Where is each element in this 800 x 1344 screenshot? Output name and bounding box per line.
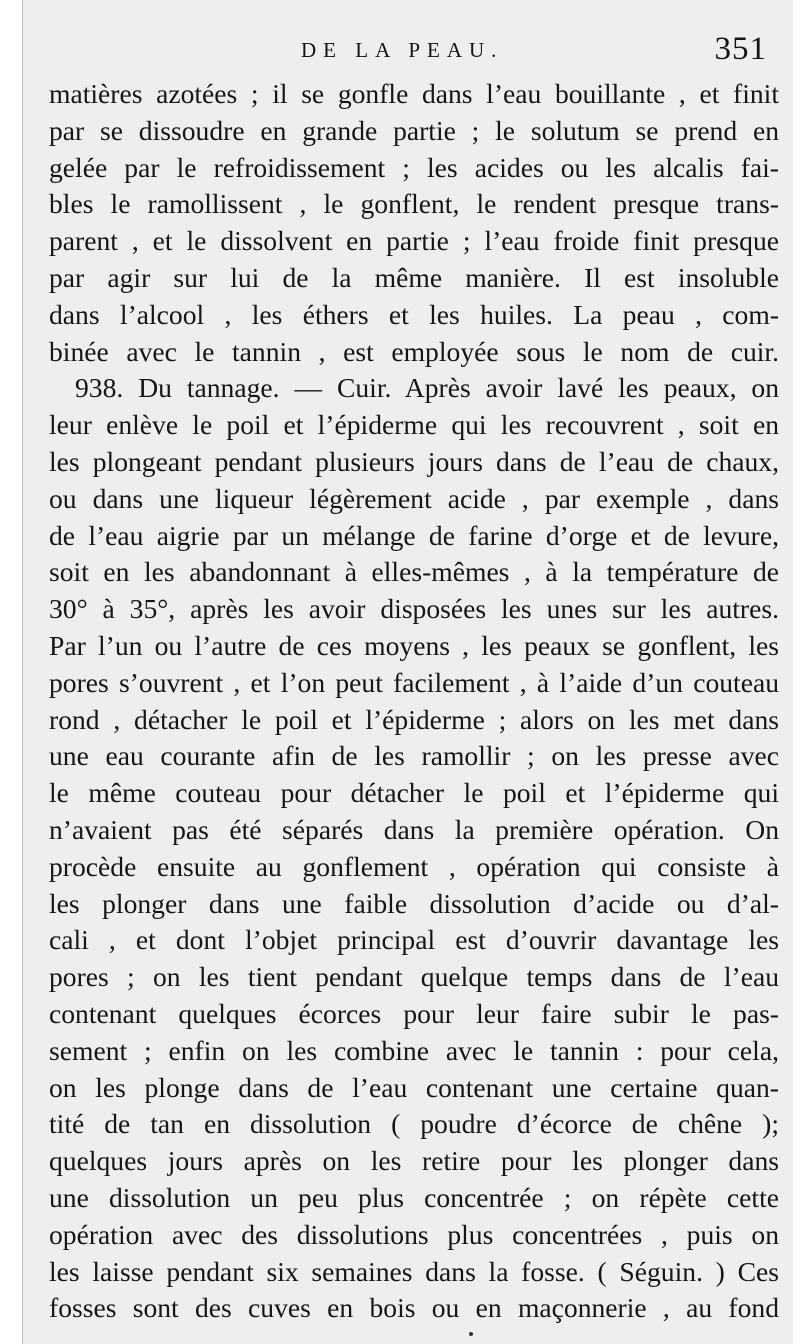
print-mark: [469, 1332, 473, 1336]
text-line: cali , et dont l’objet principal est d’ouvrir davantage les: [49, 924, 779, 956]
text-line: les plongeant pendant plusieurs jours dans de l’eau de chaux,: [49, 445, 779, 477]
body-text: [49, 76, 779, 1327]
text-line: leur enlève le poil et l’épiderme qui les recouvrent , soit en: [49, 409, 779, 441]
page-number: 351: [714, 31, 767, 67]
text-line: soit en les abandonnant à elles-mêmes , à la température de: [49, 556, 779, 588]
text-line: quelques jours après on les retire pour les plonger dans: [49, 1145, 779, 1177]
text-line: sement ; enfin on les combine avec le tannin : pour cela,: [49, 1034, 779, 1066]
running-header: [23, 31, 793, 70]
text-line: rond , détacher le poil et l’épiderme ; alors on les met dans: [49, 703, 779, 735]
text-line: procède ensuite au gonflement , opération qui consiste à: [49, 850, 779, 882]
text-line: tité de tan en dissolution ( poudre d’écorce de chêne );: [49, 1108, 779, 1140]
text-line: une dissolution un peu plus concentrée ; on répète cette: [49, 1181, 779, 1213]
text-line: de l’eau aigrie par un mélange de farine d’orge et de levure,: [49, 519, 779, 551]
text-line: par se dissoudre en grande partie ; le solutum se prend en: [49, 114, 779, 146]
text-line: par agir sur lui de la même manière. Il est insoluble: [49, 261, 779, 293]
book-page: [22, 0, 793, 1344]
text-line: pores s’ouvrent , et l’on peut facilement , à l’aide d’un couteau: [49, 666, 779, 698]
text-line: binée avec le tannin , est employée sous le nom de cuir.: [49, 335, 779, 367]
text-line: fosses sont des cuves en bois ou en maçonnerie , au fond: [49, 1292, 779, 1324]
section-opening-line: 938. Du tannage. — Cuir. Après avoir lavé les peaux, on: [75, 372, 779, 404]
text-line: pores ; on les tient pendant quelque temps dans de l’eau: [49, 961, 779, 993]
text-line: parent , et le dissolvent en partie ; l’eau froide finit presque: [49, 225, 779, 257]
text-line: matières azotées ; il se gonfle dans l’eau bouillante , et finit: [49, 78, 779, 109]
text-line: les laisse pendant six semaines dans la fosse. ( Séguin. ) Ces: [49, 1255, 779, 1287]
running-title: DE LA PEAU.: [301, 38, 504, 62]
text-line: 30° à 35°, après les avoir disposées les unes sur les autres.: [49, 593, 779, 625]
text-line: gelée par le refroidissement ; les acides ou les alcalis fai-: [49, 151, 779, 183]
text-line: on les plonge dans de l’eau contenant une certaine quan-: [49, 1071, 779, 1103]
text-line: opération avec des dissolutions plus concentrées , puis on: [49, 1218, 779, 1250]
text-line: le même couteau pour détacher le poil et l’épiderme qui: [49, 777, 779, 809]
text-line: dans l’alcool , les éthers et les huiles. La peau , com-: [49, 298, 779, 330]
text-line: bles le ramollissent , le gonflent, le rendent presque trans-: [49, 188, 779, 220]
text-line: contenant quelques écorces pour leur faire subir le pas-: [49, 997, 779, 1029]
text-line: ou dans une liqueur légèrement acide , par exemple , dans: [49, 482, 779, 514]
text-line: les plonger dans une faible dissolution d’acide ou d’al-: [49, 887, 779, 919]
text-line: une eau courante afin de les ramollir ; on les presse avec: [49, 740, 779, 772]
text-line: n’avaient pas été séparés dans la première opération. On: [49, 813, 779, 845]
text-line: Par l’un ou l’autre de ces moyens , les peaux se gonflent, les: [49, 629, 779, 661]
